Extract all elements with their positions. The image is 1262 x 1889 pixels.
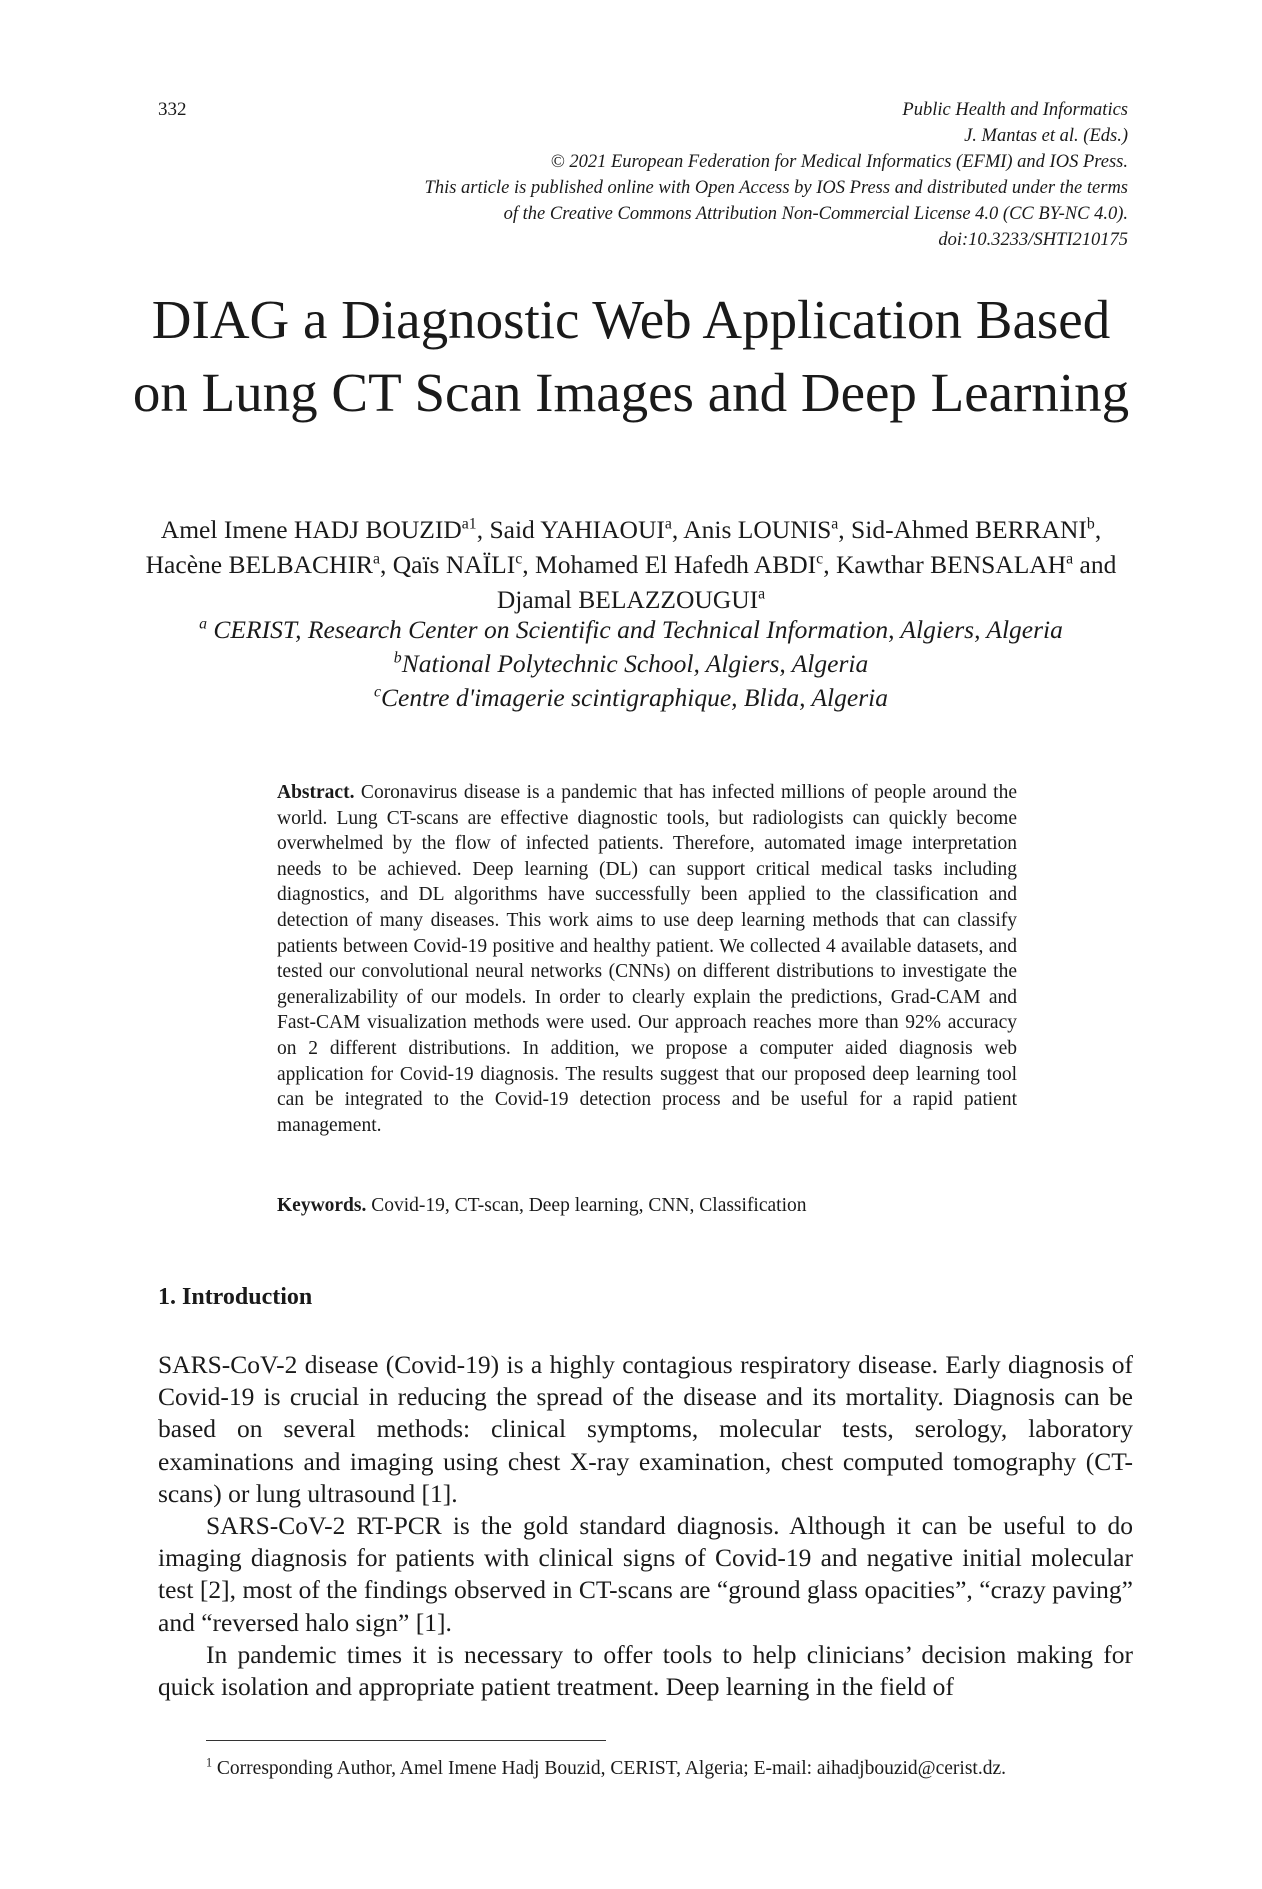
author-name: Sid-Ahmed BERRANI <box>851 515 1087 544</box>
abstract-label: Abstract. <box>277 782 355 803</box>
keywords-text: Covid-19, CT-scan, Deep learning, CNN, Classification <box>366 1195 807 1216</box>
paper-title: DIAG a Diagnostic Web Application Based on Lung CT Scan Images and Deep Learning <box>132 289 1130 423</box>
publication-header <box>228 97 1128 253</box>
footnote-divider <box>206 1740 606 1741</box>
author-affiliation-mark: c <box>515 550 523 568</box>
author-name: Qaïs NAÏLI <box>392 550 516 579</box>
header-doi: doi:10.3233/SHTI210175 <box>938 230 1128 250</box>
author-separator: and <box>1073 550 1117 579</box>
author-name: Djamal BELAZZOUGUI <box>496 585 759 614</box>
paragraph: SARS-CoV-2 RT-PCR is the gold standard diagnosis. Although it can be useful to do imaging diagnosis for patients with clinical signs of Covid-19 and negative initial molecular test [2], most of the findings observed in CT-scans are “ground glass opacities”, “crazy paving” and “reversed halo sign” [1]. <box>158 1511 1133 1637</box>
author-affiliation-mark: c <box>816 550 824 568</box>
author-separator: , <box>476 515 490 544</box>
abstract <box>277 780 1017 1138</box>
author-name: Anis LOUNIS <box>683 515 832 544</box>
header-editors: J. Mantas et al. (Eds.) <box>964 126 1128 146</box>
page-number: 332 <box>158 99 187 120</box>
keywords <box>277 1193 1017 1219</box>
author-name: Mohamed El Hafedh ABDI <box>535 550 817 579</box>
author-name: Said YAHIAOUI <box>489 515 665 544</box>
author-separator: , <box>522 550 536 579</box>
author-name: Amel Imene HADJ BOUZID <box>160 515 462 544</box>
affiliation-text: CERIST, Research Center on Scientific and Technical Information, Algiers, Algeria <box>207 615 1063 644</box>
affiliation-text: National Polytechnic School, Algiers, Algeria <box>401 649 869 678</box>
author-affiliation-mark: a <box>664 515 672 533</box>
author-list <box>130 512 1132 617</box>
author-affiliation-mark: a1 <box>461 515 477 533</box>
author-affiliation-mark: a <box>372 550 380 568</box>
section-body <box>158 1349 1133 1703</box>
affiliation-text: Centre d'imagerie scintigraphique, Blida, Algeria <box>381 683 888 712</box>
keywords-label: Keywords. <box>277 1195 367 1216</box>
author-separator: , <box>838 515 852 544</box>
footnote-text: Corresponding Author, Amel Imene Hadj Bouzid, CERIST, Algeria; E-mail: aihadjbouzid@cerist.dz. <box>212 1758 1006 1779</box>
author-name: Kawthar BENSALAH <box>835 550 1067 579</box>
author-affiliation-mark: a <box>1066 550 1074 568</box>
affiliation-mark: b <box>393 649 402 667</box>
footnote <box>206 1756 1146 1782</box>
author-separator: , <box>379 550 393 579</box>
author-separator: , <box>1094 515 1102 544</box>
author-affiliation-mark: a <box>831 515 839 533</box>
affiliation-mark: c <box>374 683 382 701</box>
affiliation-b <box>130 647 1132 681</box>
affiliation-list <box>130 613 1132 715</box>
author-name: Hacène BELBACHIR <box>145 550 373 579</box>
header-license-1: This article is published online with Open Access by IOS Press and distributed under the terms <box>424 178 1128 198</box>
author-affiliation-mark: a <box>758 585 766 603</box>
header-series: Public Health and Informatics <box>902 100 1128 120</box>
header-copyright: © 2021 European Federation for Medical Informatics (EFMI) and IOS Press. <box>550 152 1128 172</box>
affiliation-a <box>130 613 1132 647</box>
author-separator: , <box>823 550 836 579</box>
footnote-mark: 1 <box>206 1755 213 1770</box>
paragraph: SARS-CoV-2 disease (Covid-19) is a highly contagious respiratory disease. Early diagnosis of Covid-19 is crucial in reducing the spread of the disease and its mortality. Diagnosis can be based on several methods: clinical symptoms, molecular tests, serology, laboratory examinations and imaging using chest X-ray examination, chest computed tomography (CT-scans) or lung ultrasound [1]. <box>158 1350 1133 1508</box>
section-heading: 1. Introduction <box>158 1284 313 1310</box>
author-affiliation-mark: b <box>1086 515 1095 533</box>
header-license-2: of the Creative Commons Attribution Non-Commercial License 4.0 (CC BY-NC 4.0). <box>503 204 1128 224</box>
author-separator: , <box>671 515 684 544</box>
affiliation-c <box>130 681 1132 715</box>
abstract-text: Coronavirus disease is a pandemic that has infected millions of people around the world. Lung CT-scans are effective diagnostic tools, but radiologists can quickly become overwhelmed by the flow of infected patients. Therefore, automated image interpretation needs to be achieved. Deep learning (DL) can support critical medical tasks including diagnostics, and DL algorithms have successfully been applied to the classification and detection of many diseases. This work aims to use deep learning methods that can classify patients between Covid-19 positive and healthy patient. We collected 4 available datasets, and tested our convolutional neural networks (CNNs) on different distributions to investigate the generalizability of our models. In order to clearly explain the predictions, Grad-CAM and Fast-CAM visualization methods were used. Our approach reaches more than 92% accuracy on 2 different distributions. In addition, we propose a computer aided diagnosis web application for Covid-19 diagnosis. The results suggest that our proposed deep learning tool can be integrated to the Covid-19 detection process and be useful for a rapid patient management. <box>277 782 1017 1136</box>
affiliation-mark: a <box>199 615 208 633</box>
paragraph: In pandemic times it is necessary to offer tools to help clinicians’ decision making for quick isolation and appropriate patient treatment. Deep learning in the field of <box>158 1639 1133 1702</box>
